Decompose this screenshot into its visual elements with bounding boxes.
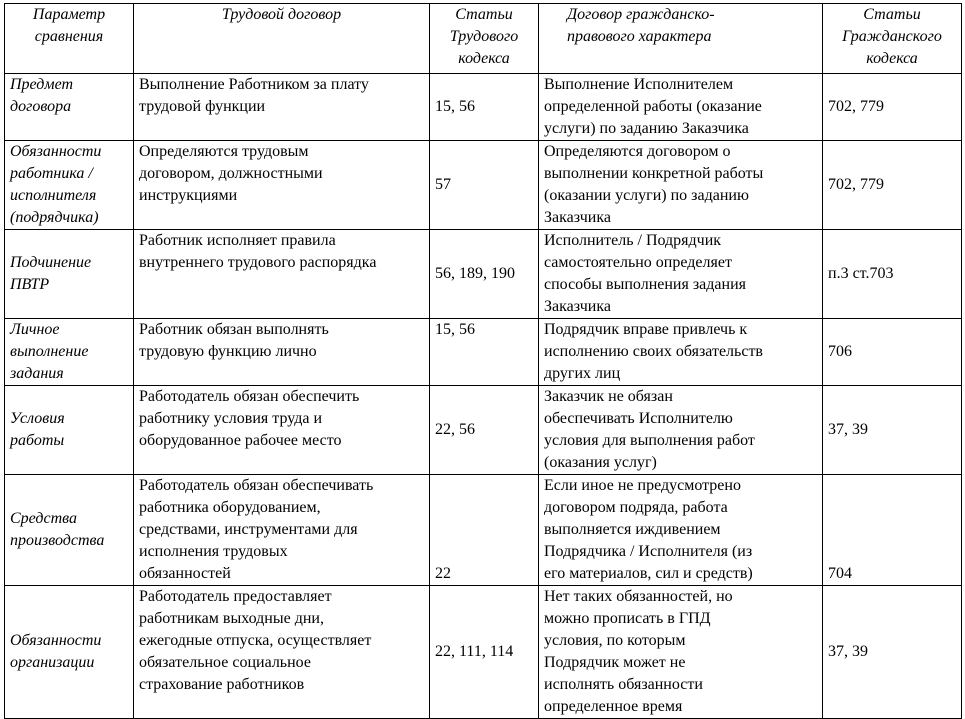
row-civil-articles: п.3 ст.703	[823, 230, 962, 319]
row-civil: Выполнение Исполнителем определенной работы (оказание услуги) по заданию Заказчика	[539, 74, 823, 141]
header-param: Параметр сравнения	[5, 4, 134, 74]
row-labor: Работодатель предоставляет работникам выходные дни, ежегодные отпуска, осуществляет обязательное социальное страхование работников	[134, 586, 430, 719]
row-civil-articles: 37, 39	[823, 586, 962, 719]
row-labor: Работник исполняет правила внутреннего трудового распорядка	[134, 230, 430, 319]
row-labor-articles: 22, 111, 114	[430, 586, 539, 719]
header-civil-articles: Статьи Гражданского кодекса	[823, 4, 962, 74]
row-civil-articles: 704	[823, 475, 962, 586]
table-row	[5, 141, 962, 230]
row-param: Подчинение ПВТР	[5, 230, 134, 319]
row-civil-articles: 37, 39	[823, 386, 962, 475]
row-labor-articles: 56, 189, 190	[430, 230, 539, 319]
row-labor: Определяются трудовым договором, должностными инструкциями	[134, 141, 430, 230]
row-labor: Работник обязан выполнять трудовую функцию лично	[134, 319, 430, 386]
row-civil: Исполнитель / Подрядчик самостоятельно определяет способы выполнения задания Заказчика	[539, 230, 823, 319]
row-civil: Нет таких обязанностей, но можно прописать в ГПД условия, по которым Подрядчик может не исполнять обязанности определенное время	[539, 586, 823, 719]
row-civil: Определяются договором о выполнении конкретной работы (оказании услуги) по заданию Заказчика	[539, 141, 823, 230]
row-civil-articles: 702, 779	[823, 141, 962, 230]
row-civil: Заказчик не обязан обеспечивать Исполнителю условия для выполнения работ (оказания услуг)	[539, 386, 823, 475]
row-labor-articles: 57	[430, 141, 539, 230]
row-labor-articles: 15, 56	[430, 319, 539, 386]
table-row	[5, 319, 962, 386]
row-civil: Подрядчик вправе привлечь к исполнению своих обязательств других лиц	[539, 319, 823, 386]
row-labor: Выполнение Работником за плату трудовой функции	[134, 74, 430, 141]
row-labor-articles: 15, 56	[430, 74, 539, 141]
row-param: Обязанности организации	[5, 586, 134, 719]
row-labor: Работодатель обязан обеспечить работнику условия труда и оборудованное рабочее место	[134, 386, 430, 475]
row-labor-articles: 22, 56	[430, 386, 539, 475]
table-row	[5, 586, 962, 719]
row-param: Средства производства	[5, 475, 134, 586]
table-row	[5, 386, 962, 475]
row-param: Условия работы	[5, 386, 134, 475]
comparison-table	[4, 3, 962, 719]
table-row	[5, 230, 962, 319]
header-civil: Договор гражданско- правового характера	[539, 4, 823, 74]
header-labor: Трудовой договор	[134, 4, 430, 74]
row-param: Обязанности работника / исполнителя (подрядчика)	[5, 141, 134, 230]
row-civil: Если иное не предусмотрено договором подряда, работа выполняется иждивением Подрядчика / Исполнителя (из его материалов, сил и средств)	[539, 475, 823, 586]
header-labor-articles: Статьи Трудового кодекса	[430, 4, 539, 74]
table-row	[5, 74, 962, 141]
row-param: Личное выполнение задания	[5, 319, 134, 386]
row-labor: Работодатель обязан обеспечивать работника оборудованием, средствами, инструментами для исполнения трудовых обязанностей	[134, 475, 430, 586]
table-header-row	[5, 4, 962, 74]
table-row	[5, 475, 962, 586]
row-param: Предмет договора	[5, 74, 134, 141]
row-civil-articles: 706	[823, 319, 962, 386]
row-civil-articles: 702, 779	[823, 74, 962, 141]
row-labor-articles: 22	[430, 475, 539, 586]
